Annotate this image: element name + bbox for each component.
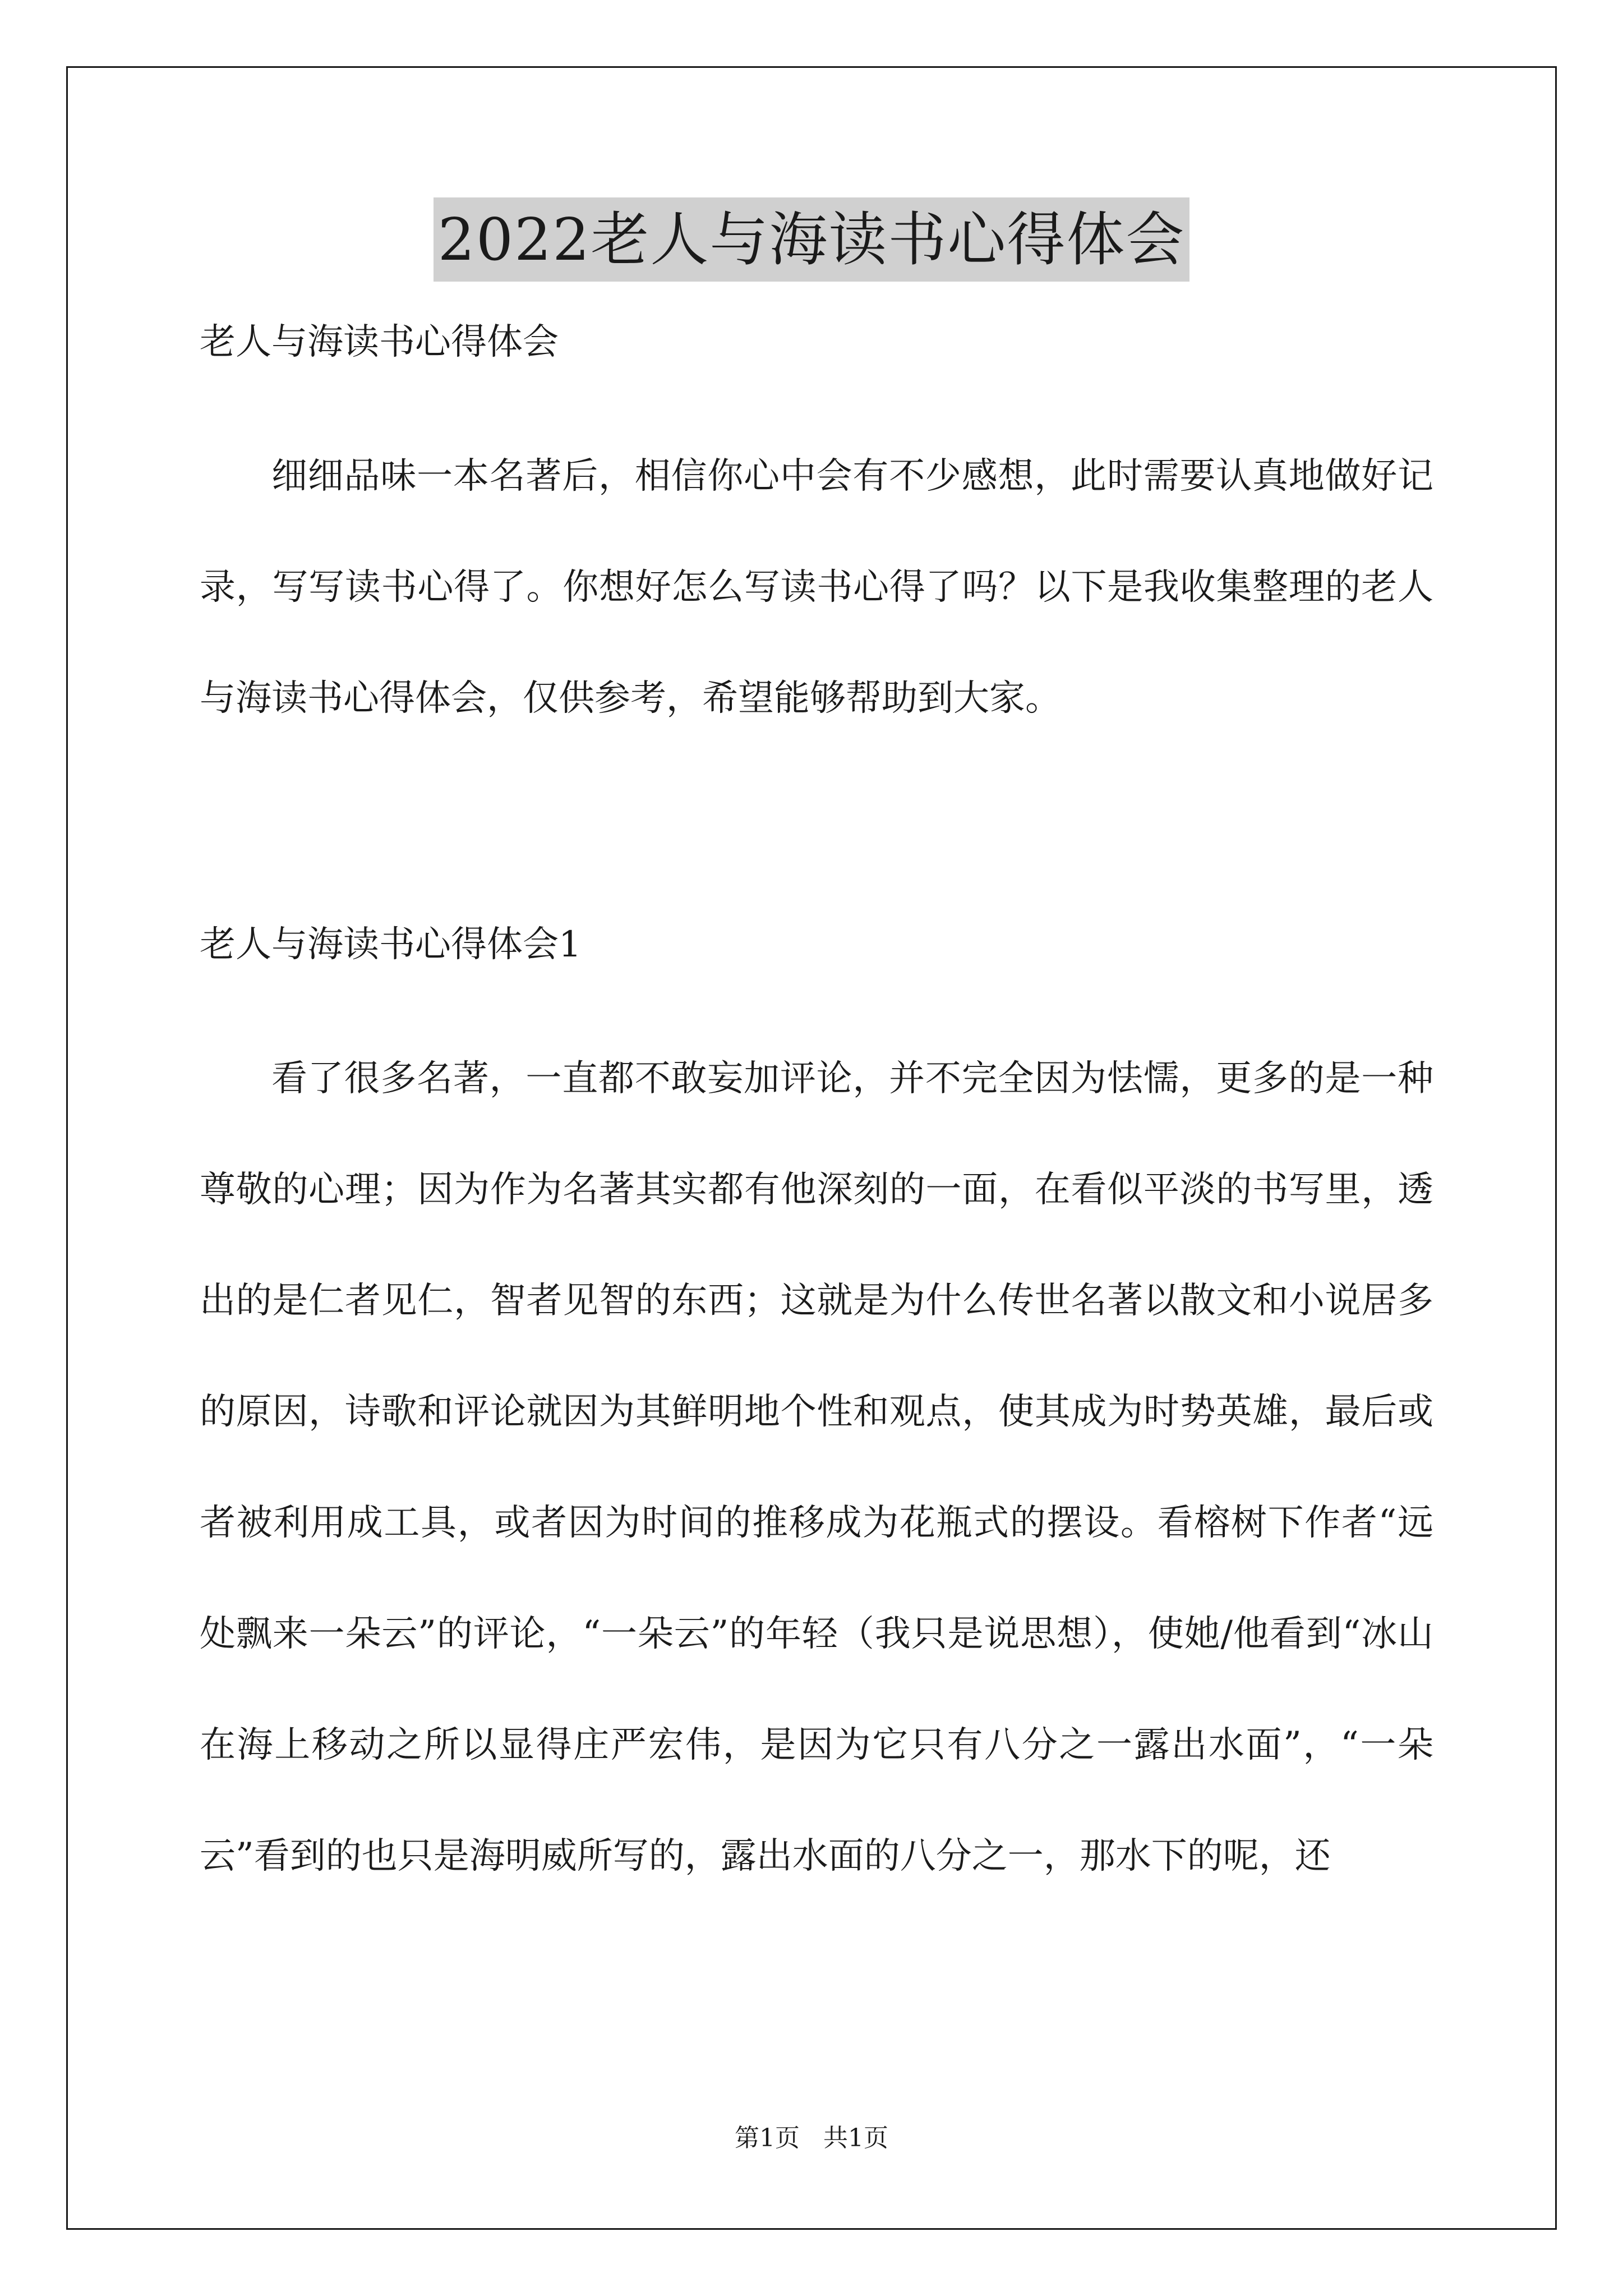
intro-paragraph: 细细品味一本名著后，相信你心中会有不少感想，此时需要认真地做好记录，写写读书心得了。你想好怎么写读书心得了吗？以下是我收集整理的老人与海读书心得体会，仅供参考，希望能够帮助到大家。 <box>200 455 1433 719</box>
page-number: 第1页 <box>735 2124 800 2152</box>
section-paragraph: 看了很多名著，一直都不敢妄加评论，并不完全因为怯懦，更多的是一种尊敬的心理；因为作为名著其实都有他深刻的一面，在看似平淡的书写里，透出的是仁者见仁，智者见智的东西；这就是为什么传世名著以散文和小说居多的原因，诗歌和评论就因为其鲜明地个性和观点，使其成为时势英雄，最后或者被利用成工具，或者因为时间的推移成为花瓶式的摆设。看榕树下作者“远处飘来一朵云”的评论，“一朵云”的年轻（我只是说思想），使她/他看到“冰山在海上移动之所以显得庄严宏伟，是因为它只有八分之一露出水面”，“一朵云”看到的也只是海明威所写的，露出水面的八分之一，那水下的呢，还 <box>200 1058 1433 1877</box>
intro-heading: 老人与海读书心得体会 <box>200 321 559 363</box>
title-container <box>0 197 1623 282</box>
section-heading: 老人与海读书心得体会1 <box>200 924 582 965</box>
spacer <box>200 370 1433 421</box>
page-total: 共1页 <box>823 2124 888 2152</box>
spacer <box>200 973 1433 1023</box>
document-body <box>200 314 1433 1912</box>
document-title: 2022老人与海读书心得体会 <box>434 197 1190 282</box>
page-footer <box>0 2122 1623 2155</box>
spacer <box>200 754 1433 917</box>
